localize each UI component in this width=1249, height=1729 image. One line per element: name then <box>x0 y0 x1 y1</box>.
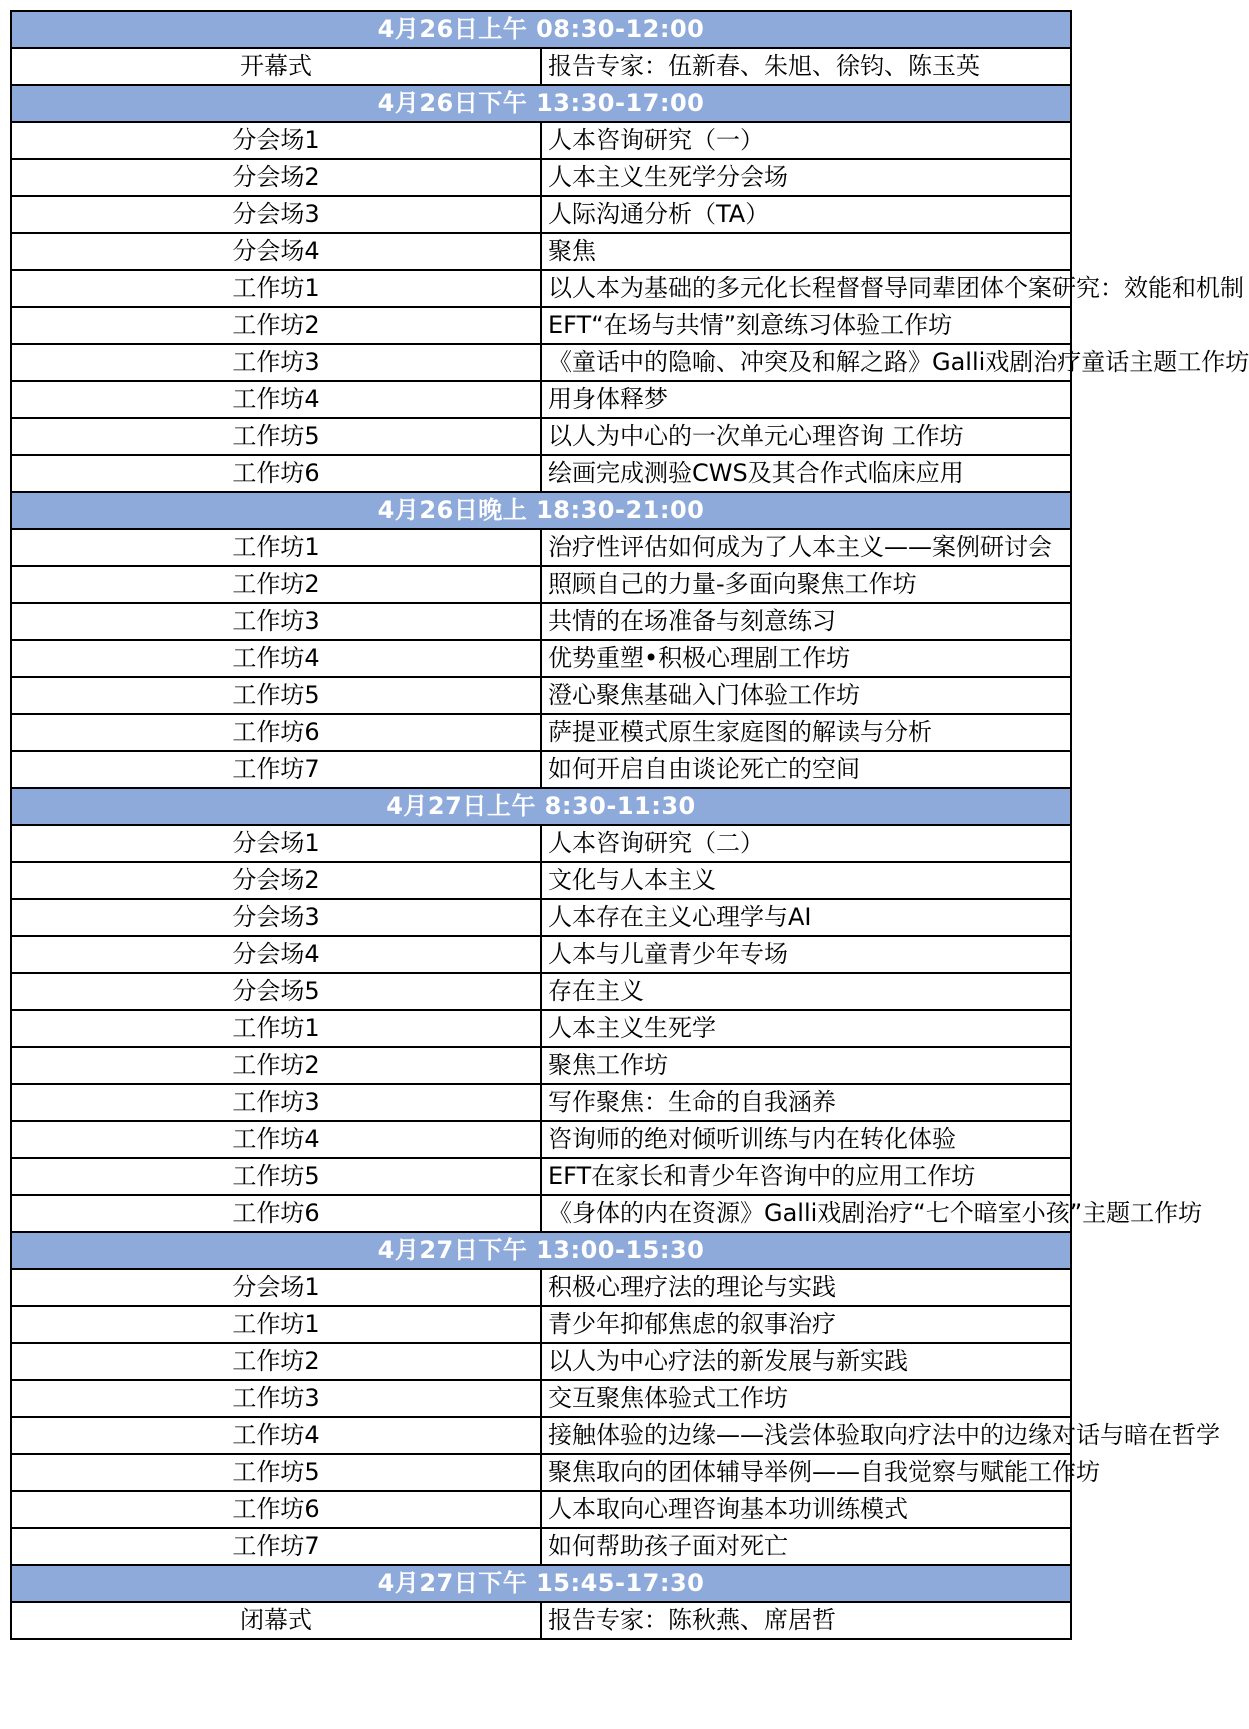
session-title: 人本取向心理咨询基本功训练模式 <box>541 1491 1071 1528</box>
venue-label: 分会场3 <box>11 196 541 233</box>
table-row <box>11 1602 1071 1639</box>
table-row <box>11 159 1071 196</box>
session-title: 积极心理疗法的理论与实践 <box>541 1269 1071 1306</box>
venue-label: 分会场4 <box>11 233 541 270</box>
table-row <box>11 1306 1071 1343</box>
session-title: 聚焦工作坊 <box>541 1047 1071 1084</box>
venue-label: 工作坊3 <box>11 1084 541 1121</box>
session-title: 绘画完成测验CWS及其合作式临床应用 <box>541 455 1071 492</box>
session-title: 以人本为基础的多元化长程督督导同辈团体个案研究：效能和机制 <box>541 270 1071 307</box>
session-title: 文化与人本主义 <box>541 862 1071 899</box>
table-row <box>11 936 1071 973</box>
table-row <box>11 122 1071 159</box>
session-time-header: 4月26日上午 08:30-12:00 <box>11 11 1071 48</box>
venue-label: 工作坊3 <box>11 1380 541 1417</box>
table-row <box>11 529 1071 566</box>
venue-label: 工作坊5 <box>11 1454 541 1491</box>
session-title: 报告专家：伍新春、朱旭、徐钧、陈玉英 <box>541 48 1071 85</box>
table-row <box>11 862 1071 899</box>
table-row <box>11 344 1071 381</box>
session-title: 青少年抑郁焦虑的叙事治疗 <box>541 1306 1071 1343</box>
session-header-row <box>11 1565 1071 1602</box>
venue-label: 工作坊7 <box>11 751 541 788</box>
session-time-header: 4月27日下午 15:45-17:30 <box>11 1565 1071 1602</box>
session-header-row <box>11 1232 1071 1269</box>
venue-label: 工作坊1 <box>11 1010 541 1047</box>
table-row <box>11 307 1071 344</box>
session-header-row <box>11 788 1071 825</box>
session-title: 存在主义 <box>541 973 1071 1010</box>
session-time-header: 4月27日上午 8:30-11:30 <box>11 788 1071 825</box>
session-title: 如何开启自由谈论死亡的空间 <box>541 751 1071 788</box>
venue-label: 分会场5 <box>11 973 541 1010</box>
table-row <box>11 640 1071 677</box>
table-row <box>11 1269 1071 1306</box>
venue-label: 工作坊3 <box>11 603 541 640</box>
table-row <box>11 677 1071 714</box>
venue-label: 工作坊2 <box>11 566 541 603</box>
table-row <box>11 196 1071 233</box>
venue-label: 分会场3 <box>11 899 541 936</box>
venue-label: 工作坊1 <box>11 270 541 307</box>
venue-label: 工作坊5 <box>11 677 541 714</box>
session-title: 优势重塑•积极心理剧工作坊 <box>541 640 1071 677</box>
table-row <box>11 566 1071 603</box>
table-row <box>11 270 1071 307</box>
venue-label: 分会场2 <box>11 862 541 899</box>
table-row <box>11 1047 1071 1084</box>
session-title: 照顾自己的力量-多面向聚焦工作坊 <box>541 566 1071 603</box>
venue-label: 工作坊1 <box>11 1306 541 1343</box>
session-time-header: 4月26日下午 13:30-17:00 <box>11 85 1071 122</box>
table-row <box>11 973 1071 1010</box>
venue-label: 工作坊2 <box>11 1343 541 1380</box>
session-title: 人本咨询研究（一） <box>541 122 1071 159</box>
session-title: 《童话中的隐喻、冲突及和解之路》Galli戏剧治疗童话主题工作坊 <box>541 344 1071 381</box>
session-title: 共情的在场准备与刻意练习 <box>541 603 1071 640</box>
session-title: 澄心聚焦基础入门体验工作坊 <box>541 677 1071 714</box>
venue-label: 闭幕式 <box>11 1602 541 1639</box>
session-title: 如何帮助孩子面对死亡 <box>541 1528 1071 1565</box>
table-row <box>11 899 1071 936</box>
session-title: 人本咨询研究（二） <box>541 825 1071 862</box>
table-row <box>11 603 1071 640</box>
table-row <box>11 714 1071 751</box>
conference-schedule <box>10 10 1249 1640</box>
venue-label: 工作坊4 <box>11 1121 541 1158</box>
session-title: 治疗性评估如何成为了人本主义——案例研讨会 <box>541 529 1071 566</box>
venue-label: 工作坊5 <box>11 1158 541 1195</box>
session-title: 报告专家：陈秋燕、席居哲 <box>541 1602 1071 1639</box>
venue-label: 工作坊3 <box>11 344 541 381</box>
table-row <box>11 1417 1071 1454</box>
session-title: 交互聚焦体验式工作坊 <box>541 1380 1071 1417</box>
schedule-table <box>10 10 1249 1640</box>
session-time-header: 4月26日晚上 18:30-21:00 <box>11 492 1071 529</box>
schedule-body <box>11 11 1249 1639</box>
table-row <box>11 1084 1071 1121</box>
venue-label: 工作坊5 <box>11 418 541 455</box>
session-title: 人本主义生死学 <box>541 1010 1071 1047</box>
table-row <box>11 418 1071 455</box>
session-header-row <box>11 11 1071 48</box>
session-title: 人本主义生死学分会场 <box>541 159 1071 196</box>
table-row <box>11 1121 1071 1158</box>
session-header-row <box>11 85 1071 122</box>
venue-label: 工作坊6 <box>11 1195 541 1232</box>
venue-label: 分会场1 <box>11 1269 541 1306</box>
session-title: 写作聚焦：生命的自我涵养 <box>541 1084 1071 1121</box>
venue-label: 工作坊2 <box>11 307 541 344</box>
venue-label: 工作坊1 <box>11 529 541 566</box>
venue-label: 工作坊4 <box>11 640 541 677</box>
session-header-row <box>11 492 1071 529</box>
table-row <box>11 825 1071 862</box>
session-title: 以人为中心疗法的新发展与新实践 <box>541 1343 1071 1380</box>
venue-label: 分会场1 <box>11 825 541 862</box>
venue-label: 工作坊6 <box>11 1491 541 1528</box>
table-row <box>11 233 1071 270</box>
table-row <box>11 1343 1071 1380</box>
session-title: 接触体验的边缘——浅尝体验取向疗法中的边缘对话与暗在哲学 <box>541 1417 1071 1454</box>
table-row <box>11 1380 1071 1417</box>
session-title: 聚焦取向的团体辅导举例——自我觉察与赋能工作坊 <box>541 1454 1071 1491</box>
session-title: 聚焦 <box>541 233 1071 270</box>
session-title: 人本与儿童青少年专场 <box>541 936 1071 973</box>
session-title: 以人为中心的一次单元心理咨询 工作坊 <box>541 418 1071 455</box>
table-row <box>11 381 1071 418</box>
session-title: 萨提亚模式原生家庭图的解读与分析 <box>541 714 1071 751</box>
table-row <box>11 455 1071 492</box>
venue-label: 工作坊2 <box>11 1047 541 1084</box>
session-title: 《身体的内在资源》Galli戏剧治疗“七个暗室小孩”主题工作坊 <box>541 1195 1071 1232</box>
session-title: EFT“在场与共情”刻意练习体验工作坊 <box>541 307 1071 344</box>
venue-label: 工作坊4 <box>11 1417 541 1454</box>
venue-label: 开幕式 <box>11 48 541 85</box>
venue-label: 工作坊7 <box>11 1528 541 1565</box>
session-title: EFT在家长和青少年咨询中的应用工作坊 <box>541 1158 1071 1195</box>
venue-label: 分会场2 <box>11 159 541 196</box>
venue-label: 分会场1 <box>11 122 541 159</box>
table-row <box>11 1528 1071 1565</box>
session-time-header: 4月27日下午 13:00-15:30 <box>11 1232 1071 1269</box>
session-title: 用身体释梦 <box>541 381 1071 418</box>
venue-label: 工作坊6 <box>11 714 541 751</box>
table-row <box>11 48 1071 85</box>
table-row <box>11 1158 1071 1195</box>
venue-label: 工作坊6 <box>11 455 541 492</box>
venue-label: 工作坊4 <box>11 381 541 418</box>
table-row <box>11 1195 1071 1232</box>
table-row <box>11 1454 1071 1491</box>
table-row <box>11 751 1071 788</box>
session-title: 人本存在主义心理学与AI <box>541 899 1071 936</box>
session-title: 咨询师的绝对倾听训练与内在转化体验 <box>541 1121 1071 1158</box>
table-row <box>11 1491 1071 1528</box>
table-row <box>11 1010 1071 1047</box>
venue-label: 分会场4 <box>11 936 541 973</box>
session-title: 人际沟通分析（TA） <box>541 196 1071 233</box>
